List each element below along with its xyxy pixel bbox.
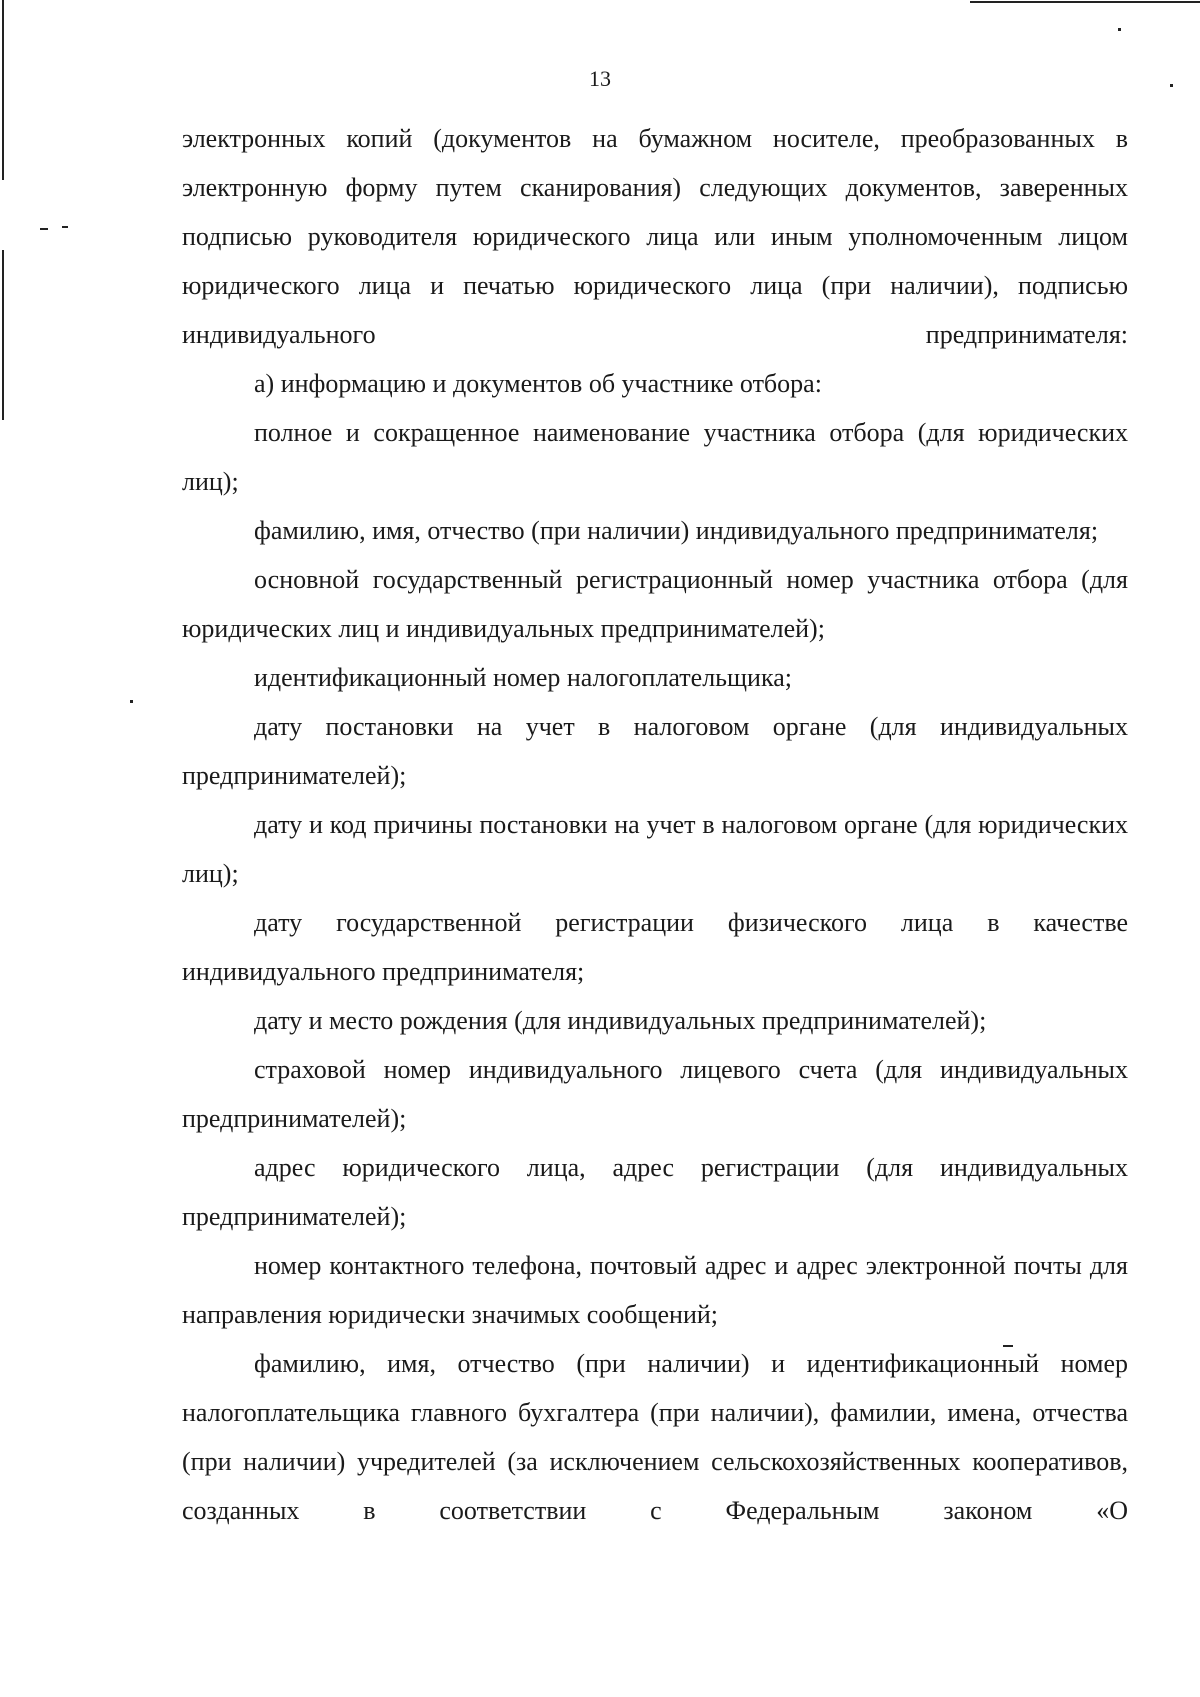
- scan-speck: [40, 228, 48, 230]
- paragraph-inn: идентификационный номер налогоплательщика;: [254, 663, 792, 692]
- scan-edge-line-left-lower: [2, 250, 4, 420]
- paragraph-full-name: полное и сокращенное наименование участника отбора (для юридических лиц);: [182, 418, 1128, 496]
- document-body: [182, 114, 1128, 1535]
- paragraph-ogrn: основной государственный регистрационный номер участника отбора (для юридических лиц и индивидуальных предпринимателей);: [182, 565, 1128, 643]
- scan-speck: [1118, 28, 1121, 31]
- paragraph-tax-registration-date: дату постановки на учет в налоговом органе (для индивидуальных предпринимателей);: [182, 712, 1128, 790]
- paragraph-contacts: номер контактного телефона, почтовый адрес и адрес электронной почты для направления юридически значимых сообщений;: [182, 1251, 1128, 1329]
- paragraph-item-a: а) информацию и документов об участнике отбора:: [254, 369, 822, 398]
- page-number: 13: [589, 66, 611, 91]
- scan-speck: [62, 226, 68, 228]
- paragraph-birth: дату и место рождения (для индивидуальных предпринимателей);: [254, 1006, 987, 1035]
- paragraph-kpp: дату и код причины постановки на учет в налоговом органе (для юридических лиц);: [182, 810, 1128, 888]
- paragraph-fio: фамилию, имя, отчество (при наличии) индивидуального предпринимателя;: [254, 516, 1099, 545]
- scan-speck: [130, 700, 133, 703]
- paragraph-state-registration: дату государственной регистрации физического лица в качестве индивидуального предпринимателя;: [182, 908, 1128, 986]
- paragraph-intro: электронных копий (документов на бумажном носителе, преобразованных в электронную форму путем сканирования) следующих документов, заверенных подписью руководителя юридического лица или иным уполномоченным лицом юридического лица и печатью юридического лица (при наличии), подписью индивидуального предпринимателя:: [182, 124, 1128, 349]
- paragraph-snils: страховой номер индивидуального лицевого счета (для индивидуальных предпринимателей);: [182, 1055, 1128, 1133]
- scan-edge-line-top: [970, 1, 1200, 3]
- paragraph-accountant-founders: фамилию, имя, отчество (при наличии) и идентификационный номер налогоплательщика главного бухгалтера (при наличии), фамилии, имена, отчества (при наличии) учредителей (за исключением сельскохозяйственных кооперативов, созданных в соответствии с Федеральным законом «О: [182, 1349, 1128, 1525]
- paragraph-address: адрес юридического лица, адрес регистрации (для индивидуальных предпринимателей);: [182, 1153, 1128, 1231]
